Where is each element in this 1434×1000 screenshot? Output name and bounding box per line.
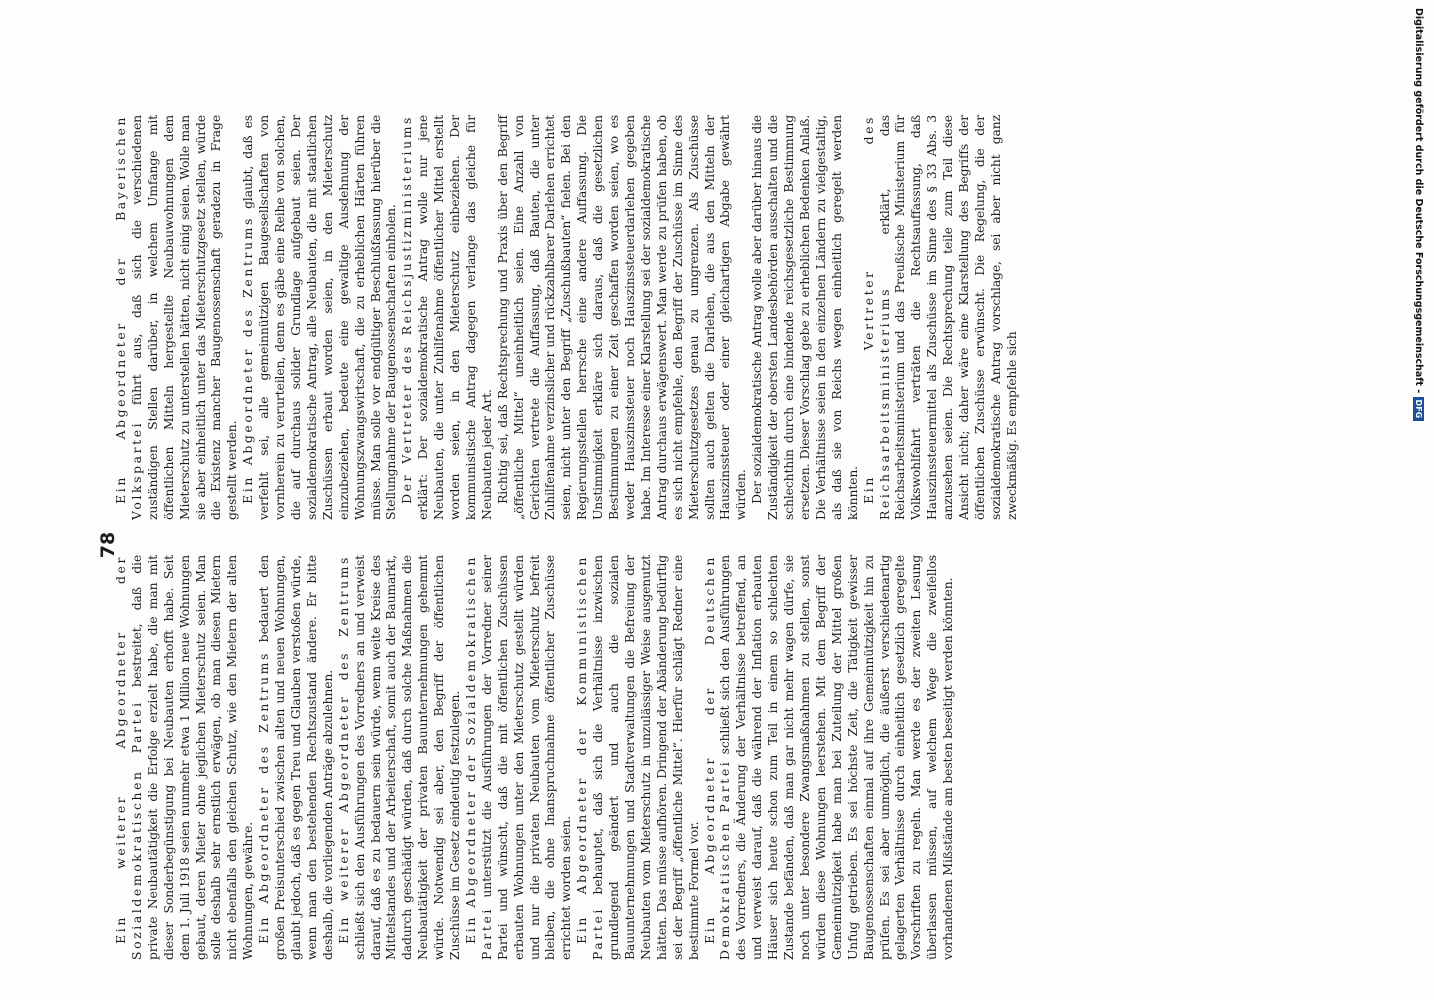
paragraph [113, 115, 240, 520]
speaker-lead: Ein Abgeordneter der Sozialdemokratischen Partei [462, 555, 494, 960]
speaker-lead: Ein Abgeordneter des Zentrums [240, 216, 256, 504]
paragraph [240, 115, 399, 520]
paragraph-text: glaubt, daß es verfehlt sei, alle gemeinnützigen Baugesellschaften von vornherein zu verurteilen, denn es gäbe eine Reihe von solchen, die auf durchaus solider Grundlage aufgebaut seien. Der sozialdemokratische Antrag, alle Neubauten, die mit staatlichen Zuschüssen erbaut worden seien, in den Mieterschutz einzubeziehen, bedeute eine gewaltige Ausdehnung der Wohnungszwangswirtschaft, die zu erheblichen Härten führen müsse. Man solle vor endgültiger Beschlußfassung hierüber die Stellungnahme der Baugenossenschaften einholen. [240, 115, 399, 520]
paragraph-text: erklärt, das Reichsarbeitsministerium und das Preußische Ministerium für Volkswohlfahrt verträten die Rechtsauffassung, daß Hauszinssteuermittel als Zuschüsse im Sinne des § 33 Abs. 3 anzusehen seien. Die Rechtsprechung teile zum Teil diese Ansicht nicht; daher wäre eine Klarstellung des Begriffs der öffentlichen Zuschüsse erwünscht. Die Regelung, die der sozialdemokratische Antrag vorschlage, sei aber nicht ganz zweckmäßig. Es empfehle sich [876, 115, 1019, 520]
paragraph-text: unterstützt die Ausführungen der Vorredner seiner Partei und wünscht, daß die mit öffentlichen Zuschüssen erbauten Wohnungen unter den Mieterschutz gestellt würden und nur die privaten Neubauten vom Mieterschutz befreit bleiben, die ohne Inanspruchnahme öffentlicher Zuschüsse errichtet worden seien. [478, 555, 574, 960]
left-text-column [113, 555, 956, 960]
right-text-column [113, 115, 1020, 520]
paragraph-text: führt aus, daß sich die verschiedenen zuständigen Stellen darüber, in welchem Umfange mit öffentlichen Mitteln hergestellte Neubauwohnungen dem Mieterschutz zu unterstellen hätten, nicht einig seien. Wolle man sie aber einheitlich unter das Mieterschutzgesetz stellen, würde die Existenz mancher Baugenossenschaft geradezu in Frage gestellt werden. [128, 115, 240, 520]
paragraph-text: bestreitet, daß die private Neubautätigkeit die Erfolge erzielt habe, die man mit dieser Sonderbegünstigung bei Neubauten erhofft habe. Seit dem 1. Juli 1918 seien nunmehr etwa 1 Million neue Wohnungen gebaut, deren Mieter ohne jeglichen Mieterschutz seien. Man solle deshalb sehr ernstlich erwägen, ob man diesen Mietern nicht ebenfalls den gleichen Schutz, wie den Mietern der alten Wohnungen, gewähre. [128, 554, 256, 960]
paragraph [336, 555, 463, 960]
speaker-lead: Ein Abgeordneter der Deutschen Demokratischen Partei [701, 555, 733, 960]
paragraph-text: schließt sich den Ausführungen des Vorredners, die Änderung der Verhältnisse betreffend, an und verweist darauf, daß die während der Inflation erbauten Häuser sich heute schon zum Teil in einem so schlechten Zustande befänden, daß man gar nicht mehr wagen dürfe, sie noch unter besondere Zwangsmaßnahmen zu stellen, sonst würden diese Wohnungen leerstehen. Mit dem Begriff der Gemeinnützigkeit habe man bei Zuteilung der Mittel großen Unfug getrieben. Es sei höchste Zeit, die Tätigkeit gewisser Baugenossenschaften einmal auf ihre Gemeinnützigkeit hin zu prüfen. Es sei aber unmöglich, die äußerst verschiedenartig gelagerten Verhältnisse durch einheitlich gesetzlich geregelte Vorschriften zu regeln. Man werde es der zweiten Lesung überlassen müssen, auf welchem Wege die zweifellos vorhandenen Mißstände am besten beseitigt werden könnten. [717, 555, 956, 960]
paragraph [749, 115, 860, 520]
dfg-logo-badge: DFG [1413, 397, 1424, 422]
paragraph-text: Der sozialdemokratische Antrag wolle aber darüber hinaus die Zuständigkeit der obersten Landesbehörden ausschalten und die schlechthin durch eine bindende reichsgesetzliche Bestimmung ersetzen. Dieser Vorschlag gebe zu erheblichen Bedenken Anlaß. Die Verhältnisse seien in den einzelnen Ländern zu vielgestaltig, als daß sie von Reichs wegen einheitlich geregelt werden könnten. [749, 115, 860, 520]
digitization-credit [1412, 8, 1424, 998]
paragraph-text: behauptet, daß sich die Verhältnisse inzwischen grundlegend geändert und auch die sozialen Bauunternehmungen und Stadtverwaltungen die Befreiung der Neubauten vom Mieterschutz in unzulässiger Weise ausgenutzt hätten. Das müsse aufhören. Dringend der Abänderung bedürftig sei der Begriff „öffentliche Mittel“. Hierfür schlägt Redner eine bestimmte Formel vor. [590, 554, 701, 960]
paragraph [861, 115, 1020, 520]
paragraph [463, 555, 574, 960]
paragraph-text: bedauert den großen Preisunterschied zwischen alten und neuen Wohnungen, glaubt jedoch, daß es gegen Treu und Glauben verstoßen würde, wenn man den bestehenden Rechtszustand ändere. Er bitte deshalb, die vorliegenden Anträge abzulehnen. [256, 555, 335, 960]
speaker-lead: Ein Abgeordneter der Kommunistischen Partei [574, 555, 606, 960]
paragraph [495, 115, 750, 520]
paragraph-text: schließt sich den Ausführungen des Vorredners an und verweist darauf, daß es zu bedauern sein würde, wenn weite Kreise des Mittelstandes und der Arbeiterschaft, somit auch der Baumarkt, dadurch geschädigt würden, daß durch solche Maßnahmen die Neubautätigkeit der privaten Bauunternehmungen gehemmt würde. Notwendig sei aber, den Begriff der öffentlichen Zuschüsse im Gesetz eindeutig festzulegen. [351, 555, 463, 960]
speaker-lead: Ein Abgeordneter des Zentrums [256, 651, 272, 944]
credit-text: Digitalisierung gefördert durch die Deutsche Forschungsgemeinschaft - [1413, 8, 1424, 394]
speaker-lead: Ein Abgeordneter der Bayerischen Volkspartei [113, 115, 144, 520]
paragraph [399, 115, 494, 520]
rotated-page-content [95, 115, 1295, 975]
paragraph-text: Richtig sei, daß Rechtsprechung und Praxis über den Begriff „öffentliche Mittel“ uneinheitlich seien. Eine Anzahl von Gerichten vertrete die Auffassung, daß Bauten, die unter Zuhilfenahme verzinslicher und rückzahlbarer Darlehen errichtet seien, nicht unter den Begriff „Zuschußbauten“ fielen. Bei den Regierungsstellen herrsche eine andere Auffassung. Die Unstimmigkeit erkläre sich daraus, daß die gesetzlichen Bestimmungen zu einer Zeit geschaffen worden seien, wo es weder Hauszinssteuer noch Hauszinssteuerdarlehen gegeben habe. Im Interesse einer Klarstellung sei der sozialdemokratische Antrag durchaus erwägenswert. Man werde zu prüfen haben, ob es sich nicht empfehle, den Begriff der Zuschüsse im Sinne des Mieterschutzgesetzes genau zu umgrenzen. Als Zuschüsse sollten auch gelten die Darlehen, die aus den Mitteln der Hauszinssteuer oder einer gleichartigen Abgabe gewährt würden. [494, 115, 749, 520]
page-number: 78 [97, 531, 119, 559]
speaker-lead: Ein Vertreter des Reichsarbeitsministeriums [860, 115, 892, 520]
paragraph [574, 555, 701, 960]
speaker-lead: Ein weiterer Abgeordneter des Zentrums [335, 555, 351, 944]
paragraph [256, 555, 336, 960]
paragraph [113, 555, 256, 960]
paragraph [702, 555, 957, 960]
paragraph-text: erklärt: Der sozialdemokratische Antrag wolle nur jene Neubauten, die unter Zuhilfenahme öffentlicher Mittel erstellt worden seien, in den Mieterschutz einbeziehen. Der kommunistische Antrag dagegen verlange das gleiche für Neubauten jeder Art. [415, 115, 494, 520]
speaker-lead: Der Vertreter des Reichsjustizministeriums [399, 115, 415, 504]
speaker-lead: Ein weiterer Abgeordneter der Sozialdemokratischen Partei [113, 555, 144, 960]
